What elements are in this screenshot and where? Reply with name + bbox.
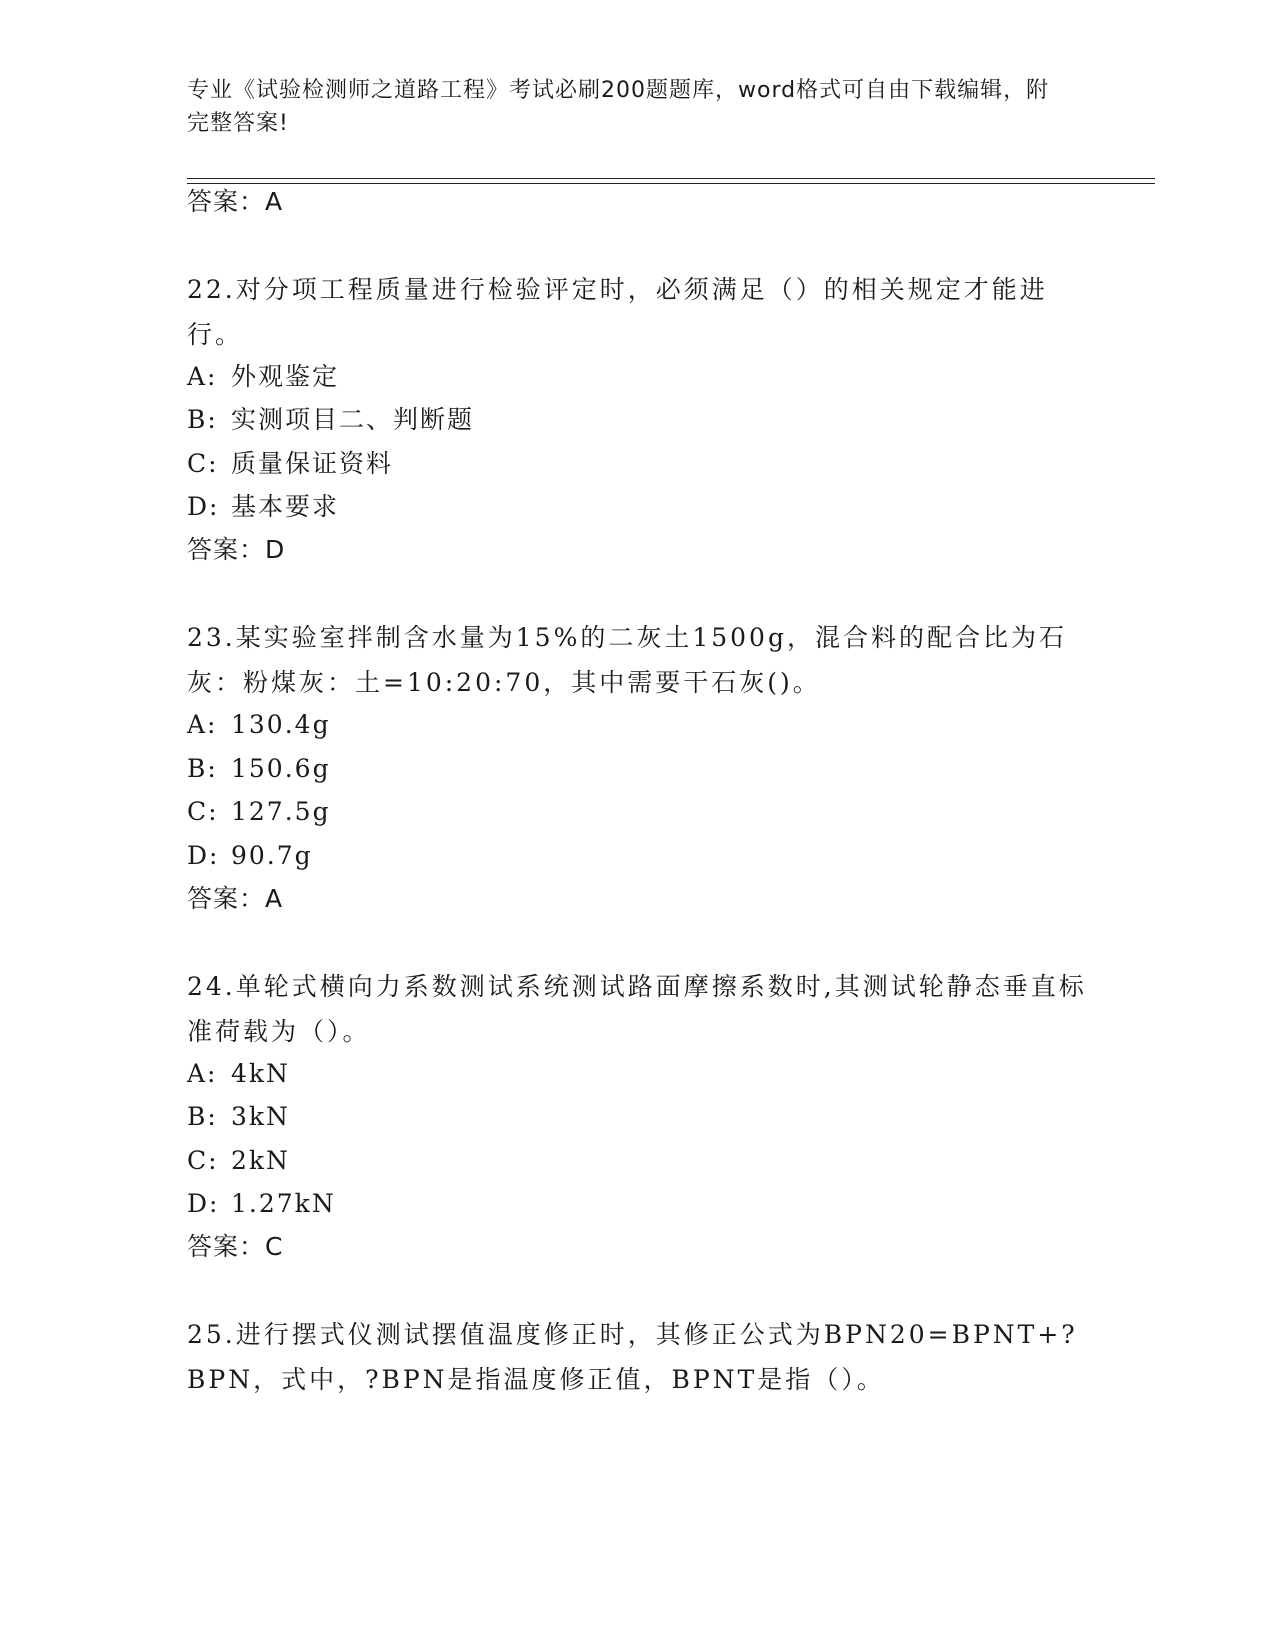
option-text: 127.5g [231, 797, 331, 826]
option-text: 外观鉴定 [231, 362, 340, 391]
option-text: 4kN [231, 1059, 290, 1088]
option-text: 实测项目二、判断题 [231, 405, 475, 434]
question-23-option-d [187, 841, 313, 871]
option-label: A: [187, 1059, 218, 1088]
option-label: D: [187, 841, 220, 870]
question-23-option-b [187, 754, 331, 784]
option-text: 质量保证资料 [231, 449, 394, 478]
question-22-option-d [187, 492, 339, 522]
question-23-answer: 答案：A [187, 884, 284, 913]
question-24-answer: 答案：C [187, 1232, 284, 1261]
option-label: B: [187, 405, 218, 434]
question-24-text: 24.单轮式横向力系数测试系统测试路面摩擦系数时,其测试轮静态垂直标准荷载为（）。 [187, 972, 1087, 1046]
header-divider-bottom [187, 183, 1155, 184]
option-label: C: [187, 797, 219, 826]
question-22-answer: 答案：D [187, 535, 286, 564]
option-text: 3kN [231, 1102, 290, 1131]
option-text: 90.7g [231, 841, 313, 870]
question-22-text: 22.对分项工程质量进行检验评定时，必须满足（）的相关规定才能进行。 [187, 275, 1048, 349]
question-22-option-b [187, 405, 474, 435]
header-divider-top [187, 178, 1155, 179]
question-25-text: 25.进行摆式仪测试摆值温度修正时，其修正公式为BPN20=BPNT+?BPN，式中，?BPN是指温度修正值，BPNT是指（）。 [187, 1320, 1078, 1394]
question-22-option-c [187, 449, 393, 479]
question-23-option-a [187, 710, 331, 740]
option-label: B: [187, 1102, 218, 1131]
question-24-option-d [187, 1189, 336, 1219]
option-text: 130.4g [231, 710, 331, 739]
option-text: 2kN [231, 1146, 290, 1175]
option-label: D: [187, 1189, 220, 1218]
option-label: A: [187, 710, 218, 739]
question-23-option-c [187, 797, 331, 827]
option-text: 1.27kN [231, 1189, 336, 1218]
option-text: 150.6g [231, 754, 331, 783]
question-24-option-a [187, 1059, 290, 1089]
option-label: A: [187, 362, 218, 391]
question-24-option-b [187, 1102, 290, 1132]
question-22-option-a [187, 362, 339, 392]
option-label: B: [187, 754, 218, 783]
option-label: D: [187, 492, 220, 521]
option-label: C: [187, 449, 219, 478]
answer-prev: 答案：A [187, 187, 284, 216]
option-label: C: [187, 1146, 219, 1175]
document-header: 专业《试验检测师之道路工程》考试必刷200题题库，word格式可自由下载编辑，附完整答案! [187, 78, 1050, 136]
option-text: 基本要求 [231, 492, 340, 521]
question-23-text: 23.某实验室拌制含水量为15%的二灰土1500g，混合料的配合比为石灰：粉煤灰：土=10:20:70，其中需要干石灰()。 [187, 623, 1067, 697]
question-24-option-c [187, 1146, 290, 1176]
